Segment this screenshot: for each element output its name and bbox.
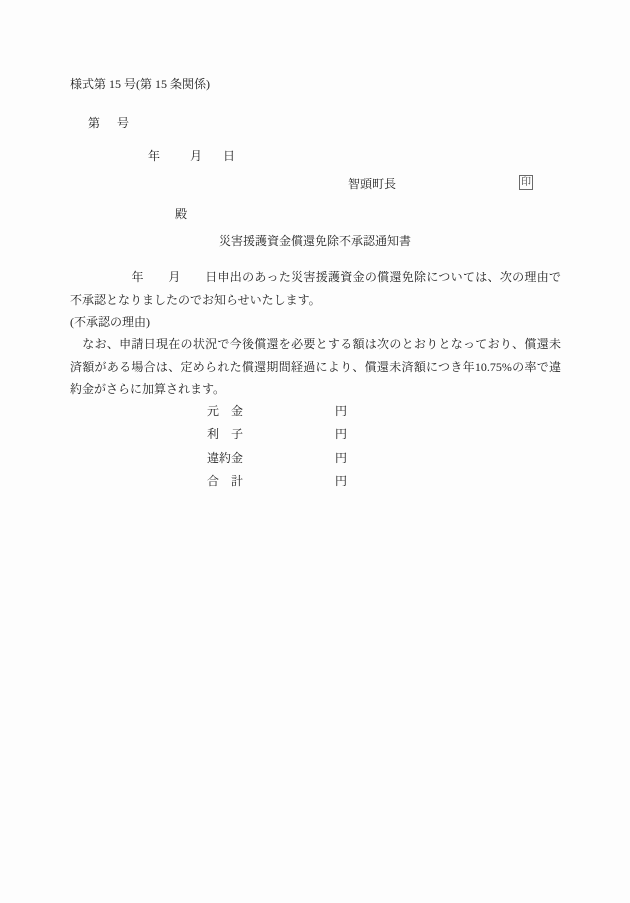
amount-unit-penalty: 円 (335, 451, 348, 465)
month-label: 月 (190, 149, 203, 163)
amount-label-penalty: 違約金 (207, 451, 244, 465)
amount-row-principal (70, 403, 347, 420)
amount-label-total: 合 計 (207, 474, 244, 488)
amount-row-penalty (70, 450, 347, 467)
amount-label-principal: 元 金 (207, 404, 244, 418)
amount-row-interest (70, 426, 347, 443)
year-label: 年 (148, 149, 161, 163)
mayor-name: 智頭町長 (348, 177, 397, 191)
document-number-line (88, 115, 129, 132)
body-paragraph2-line1: なお、申請日現在の状況で今後償還を必要とする額は次のとおりとなっており、償還未 (70, 337, 561, 351)
amount-unit-principal: 円 (335, 404, 348, 418)
seal-mark: 印 (521, 177, 531, 188)
amount-row-total (70, 473, 347, 490)
non-approval-reason-label: (不承認の理由) (70, 315, 150, 329)
amount-unit-total: 円 (335, 474, 348, 488)
amount-label-interest: 利 子 (207, 427, 244, 441)
day-label: 日 (223, 149, 236, 163)
date-line (148, 148, 235, 165)
body-paragraph1-line1: 年 月 日申出のあった災害援護資金の償還免除については、次の理由で (70, 270, 561, 284)
doc-number-prefix: 第 (88, 116, 101, 130)
doc-number-suffix: 号 (117, 116, 130, 130)
body-paragraph2-line3: 約金がさらに加算されます。 (70, 382, 226, 396)
amount-unit-interest: 円 (335, 427, 348, 441)
body-paragraph1-line2: 不承認となりましたのでお知らせいたします。 (70, 293, 321, 307)
addressee-honorific: 殿 (175, 207, 188, 221)
body-paragraph2-line2: 済額がある場合は、定められた償還期間経過により、償還未済額につき年10.75%の率で違 (70, 360, 561, 374)
form-number: 様式第 15 号(第 15 条関係) (70, 77, 210, 91)
document-title: 災害援護資金償還免除不承認通知書 (218, 234, 411, 248)
